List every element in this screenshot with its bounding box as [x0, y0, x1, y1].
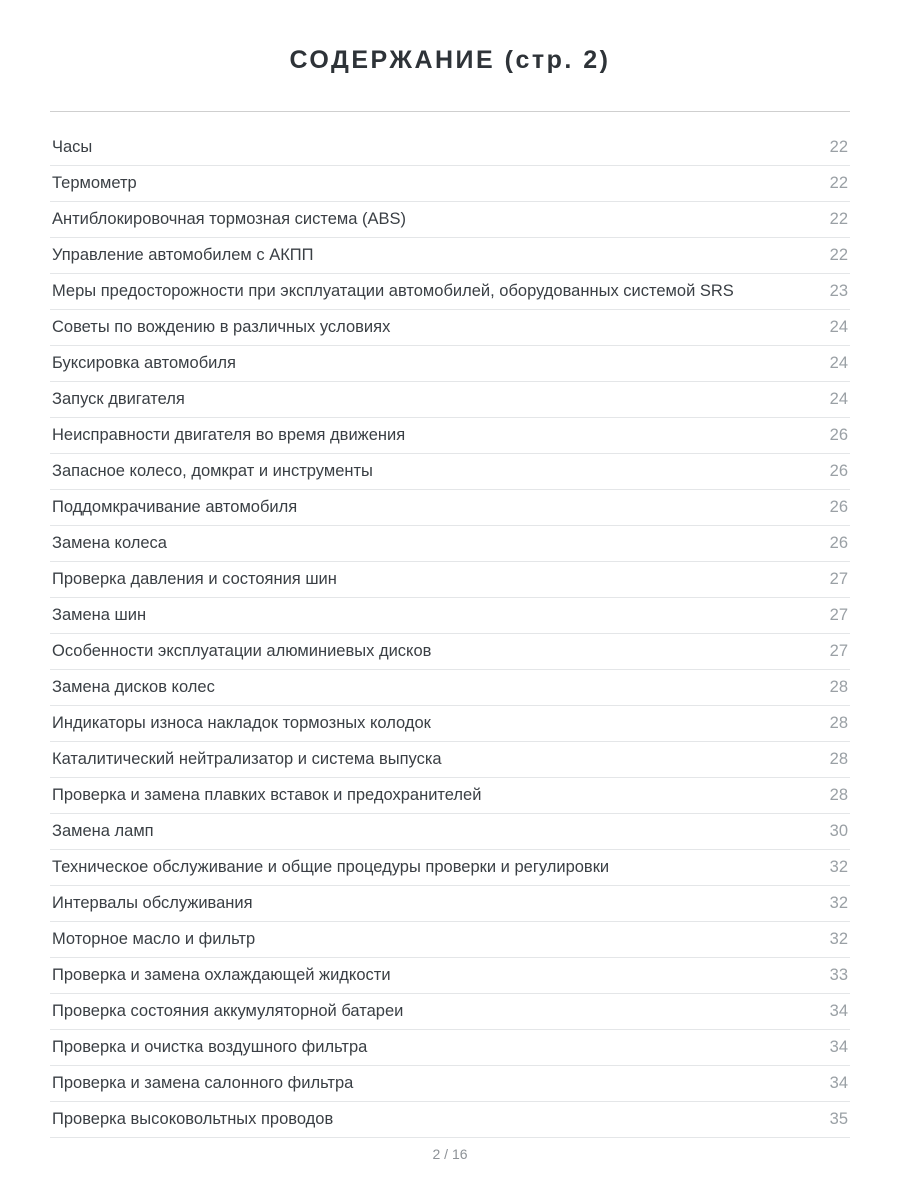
toc-entry-page-number: 24 — [829, 390, 848, 408]
toc-entry-page-number: 23 — [829, 282, 848, 300]
toc-entry-row[interactable] — [50, 886, 850, 922]
toc-entry-row[interactable] — [50, 850, 850, 886]
toc-entry-page-number: 33 — [829, 966, 848, 984]
toc-entry-row[interactable] — [50, 994, 850, 1030]
toc-entry-page-number: 34 — [829, 1038, 848, 1056]
toc-entry-label: Управление автомобилем с АКПП — [52, 246, 314, 264]
toc-entry-page-number: 22 — [829, 138, 848, 156]
toc-entry-row[interactable] — [50, 814, 850, 850]
toc-entry-row[interactable] — [50, 490, 850, 526]
toc-entry-page-number: 28 — [829, 678, 848, 696]
toc-entry-label: Запуск двигателя — [52, 390, 185, 408]
toc-entry-label: Замена шин — [52, 606, 147, 624]
toc-entry-label: Индикаторы износа накладок тормозных колодок — [52, 714, 431, 732]
toc-entry-page-number: 28 — [829, 786, 848, 804]
toc-entry-page-number: 26 — [829, 426, 848, 444]
toc-entry-label: Проверка и замена салонного фильтра — [52, 1074, 354, 1092]
toc-entry-label: Замена дисков колес — [52, 678, 215, 696]
toc-entry-row[interactable] — [50, 526, 850, 562]
toc-entry-row[interactable] — [50, 454, 850, 490]
toc-entry-label: Моторное масло и фильтр — [52, 930, 256, 948]
toc-entry-label: Меры предосторожности при эксплуатации автомобилей, оборудованных системой SRS — [52, 282, 734, 300]
toc-entry-row[interactable] — [50, 202, 850, 238]
page-indicator: 2 / 16 — [432, 1146, 468, 1162]
toc-entry-label: Особенности эксплуатации алюминиевых дисков — [52, 642, 432, 660]
toc-entry-page-number: 34 — [829, 1002, 848, 1020]
toc-entry-label: Проверка состояния аккумуляторной батареи — [52, 1002, 404, 1020]
toc-entry-page-number: 28 — [829, 750, 848, 768]
page-title: СОДЕРЖАНИЕ (стр. 2) — [289, 46, 611, 74]
toc-entry-row[interactable] — [50, 778, 850, 814]
toc-entry-page-number: 27 — [829, 606, 848, 624]
toc-entry-row[interactable] — [50, 562, 850, 598]
toc-entry-page-number: 24 — [829, 354, 848, 372]
toc-entry-label: Замена колеса — [52, 534, 167, 552]
toc-entry-label: Поддомкрачивание автомобиля — [52, 498, 298, 516]
toc-entry-page-number: 32 — [829, 858, 848, 876]
toc-entry-page-number: 27 — [829, 642, 848, 660]
toc-entry-row[interactable] — [50, 418, 850, 454]
toc-entry-row[interactable] — [50, 274, 850, 310]
toc-entry-row[interactable] — [50, 958, 850, 994]
toc-list — [50, 130, 850, 1138]
toc-entry-page-number: 26 — [829, 534, 848, 552]
title-divider — [50, 111, 850, 112]
toc-entry-row[interactable] — [50, 598, 850, 634]
toc-entry-label: Часы — [52, 138, 93, 156]
toc-entry-page-number: 26 — [829, 498, 848, 516]
toc-entry-row[interactable] — [50, 1030, 850, 1066]
toc-entry-page-number: 32 — [829, 930, 848, 948]
toc-entry-label: Проверка и очистка воздушного фильтра — [52, 1038, 368, 1056]
toc-entry-label: Каталитический нейтрализатор и система выпуска — [52, 750, 442, 768]
toc-entry-label: Советы по вождению в различных условиях — [52, 318, 391, 336]
toc-entry-page-number: 24 — [829, 318, 848, 336]
toc-entry-row[interactable] — [50, 238, 850, 274]
toc-entry-row[interactable] — [50, 346, 850, 382]
toc-entry-label: Термометр — [52, 174, 137, 192]
toc-entry-row[interactable] — [50, 1066, 850, 1102]
toc-entry-page-number: 22 — [829, 210, 848, 228]
toc-entry-label: Проверка высоковольтных проводов — [52, 1110, 334, 1128]
toc-entry-page-number: 34 — [829, 1074, 848, 1092]
toc-entry-page-number: 22 — [829, 174, 848, 192]
toc-entry-page-number: 30 — [829, 822, 848, 840]
toc-entry-label: Запасное колесо, домкрат и инструменты — [52, 462, 373, 480]
toc-entry-row[interactable] — [50, 742, 850, 778]
toc-entry-page-number: 27 — [829, 570, 848, 588]
toc-entry-label: Техническое обслуживание и общие процедуры проверки и регулировки — [52, 858, 610, 876]
toc-entry-row[interactable] — [50, 922, 850, 958]
toc-entry-row[interactable] — [50, 166, 850, 202]
toc-entry-label: Проверка и замена охлаждающей жидкости — [52, 966, 391, 984]
toc-entry-label: Буксировка автомобиля — [52, 354, 236, 372]
toc-entry-label: Неисправности двигателя во время движения — [52, 426, 406, 444]
toc-entry-page-number: 22 — [829, 246, 848, 264]
toc-entry-page-number: 35 — [829, 1110, 848, 1128]
toc-entry-label: Интервалы обслуживания — [52, 894, 253, 912]
toc-entry-row[interactable] — [50, 310, 850, 346]
toc-entry-page-number: 32 — [829, 894, 848, 912]
toc-entry-label: Проверка и замена плавких вставок и предохранителей — [52, 786, 482, 804]
toc-entry-page-number: 26 — [829, 462, 848, 480]
toc-entry-row[interactable] — [50, 382, 850, 418]
toc-entry-row[interactable] — [50, 1102, 850, 1138]
toc-entry-row[interactable] — [50, 130, 850, 166]
toc-entry-label: Замена ламп — [52, 822, 154, 840]
toc-entry-row[interactable] — [50, 634, 850, 670]
toc-entry-row[interactable] — [50, 670, 850, 706]
toc-entry-label: Антиблокировочная тормозная система (ABS) — [52, 210, 406, 228]
toc-entry-row[interactable] — [50, 706, 850, 742]
toc-entry-page-number: 28 — [829, 714, 848, 732]
toc-entry-label: Проверка давления и состояния шин — [52, 570, 337, 588]
